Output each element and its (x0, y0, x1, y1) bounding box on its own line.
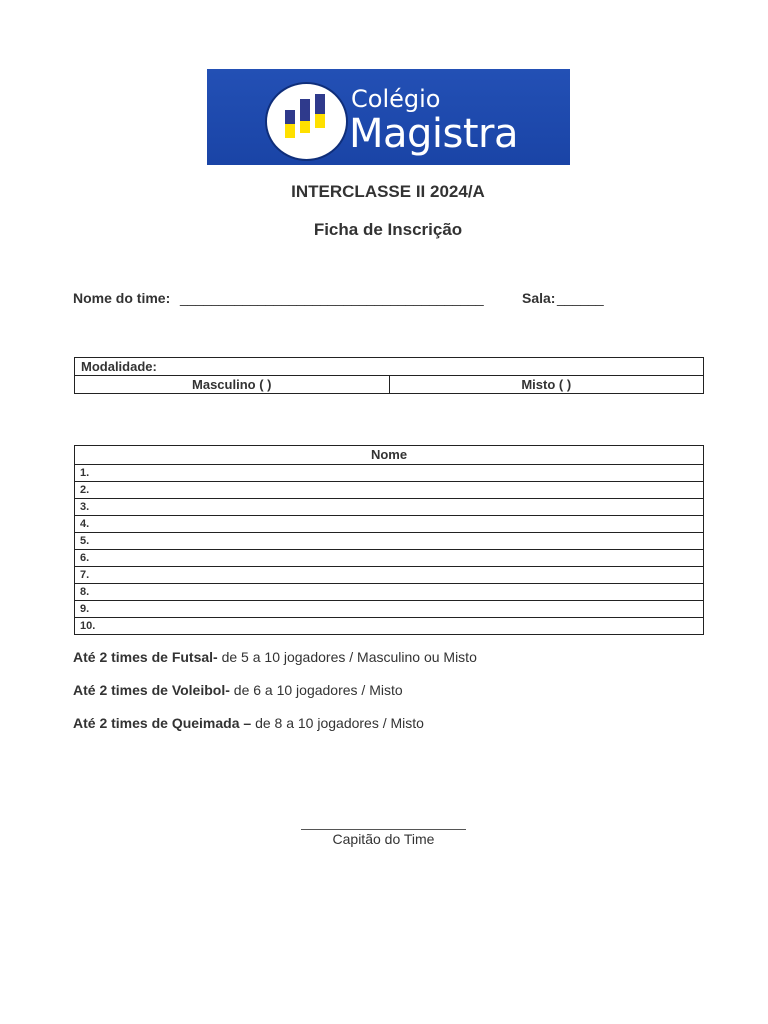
table-row[interactable]: 6. (75, 550, 704, 567)
rule-queimada: Até 2 times de Queimada – de 8 a 10 jogadores / Misto (73, 715, 424, 731)
table-row[interactable]: 9. (75, 601, 704, 618)
roster-header: Nome (75, 446, 704, 465)
table-row[interactable]: 8. (75, 584, 704, 601)
logo-word-colegio: Colégio (351, 85, 441, 113)
table-row[interactable]: 1. (75, 465, 704, 482)
rule-futsal: Até 2 times de Futsal- de 5 a 10 jogadores / Masculino ou Misto (73, 649, 477, 665)
page-subtitle: Ficha de Inscrição (313, 220, 463, 239)
team-name-label: Nome do time: (73, 290, 171, 306)
table-row[interactable]: 2. (75, 482, 704, 499)
room-field[interactable]: ______ (557, 290, 604, 306)
option-masculino[interactable]: Masculino ( ) (75, 376, 390, 394)
roster-table (74, 445, 704, 635)
table-row[interactable]: 3. (75, 499, 704, 516)
table-row[interactable]: 10. (75, 618, 704, 635)
team-name-field[interactable]: _______________________________________ (180, 290, 484, 306)
logo-word-magistra: Magistra (349, 111, 519, 157)
school-logo (207, 69, 570, 165)
room-label: Sala: (522, 290, 556, 306)
rule-voleibol: Até 2 times de Voleibol- de 6 a 10 jogadores / Misto (73, 682, 403, 698)
page-title: INTERCLASSE II 2024/A (291, 182, 485, 201)
logo-emblem-icon (265, 82, 348, 161)
modality-label: Modalidade: (75, 358, 704, 376)
signature-line[interactable] (301, 829, 466, 830)
table-row[interactable]: 4. (75, 516, 704, 533)
option-misto[interactable]: Misto ( ) (389, 376, 704, 394)
table-row[interactable]: 5. (75, 533, 704, 550)
signature-label: Capitão do Time (332, 831, 435, 847)
table-row[interactable]: 7. (75, 567, 704, 584)
modality-table (74, 357, 704, 394)
